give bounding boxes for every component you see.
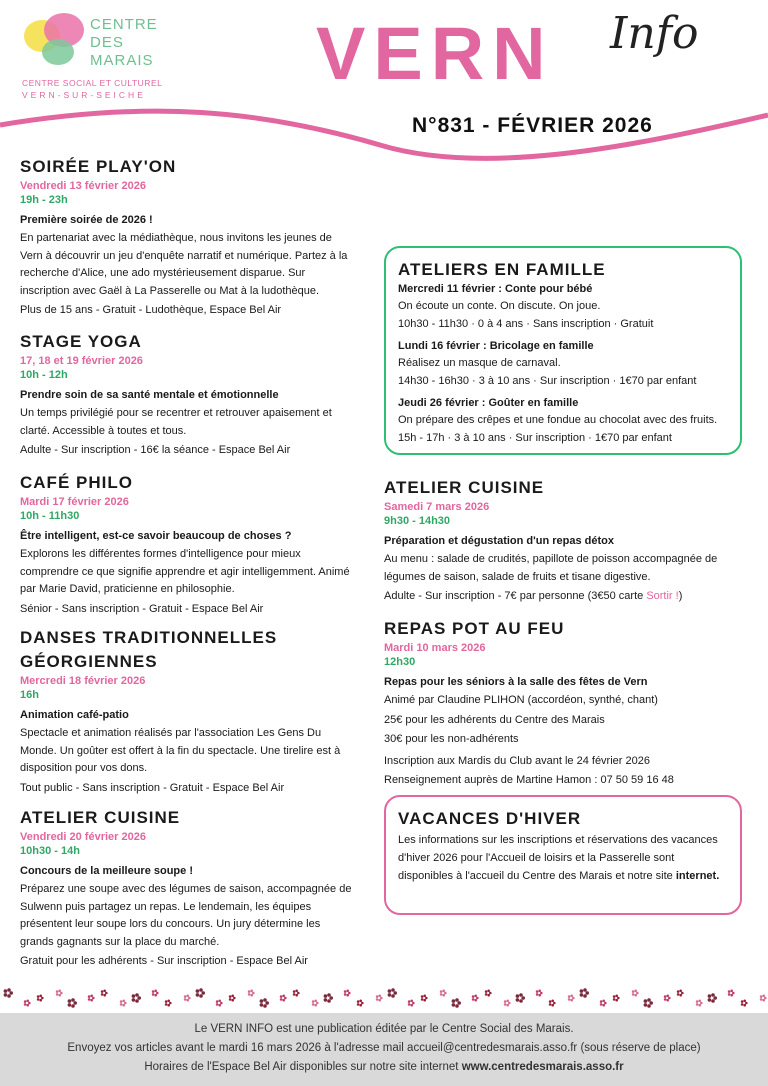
section-title: CAFÉ PHILO bbox=[20, 473, 133, 492]
event-lead: Concours de la meilleure soupe ! bbox=[20, 865, 193, 877]
section-danses bbox=[20, 626, 356, 797]
event-meta: Adulte - Sur inscription - 7€ par personne (3€50 carte Sortir !) bbox=[384, 590, 683, 602]
section-title: VACANCES D'HIVER bbox=[398, 809, 582, 828]
event-lead: Être intelligent, est-ce savoir beaucoup de choses ? bbox=[20, 530, 292, 542]
event-time: 16h bbox=[20, 689, 39, 701]
flower-icon bbox=[516, 993, 525, 1003]
event-date: 17, 18 et 19 février 2026 bbox=[20, 355, 143, 367]
flower-icon bbox=[472, 995, 479, 1002]
section-title: STAGE YOGA bbox=[20, 332, 142, 351]
section-title: ATELIER CUISINE bbox=[20, 808, 181, 827]
event-text: En partenariat avec la médiathèque, nous invitons les jeunes de Vern à découvrir un jeu d'enquête narratif et numérique. Partez à la recherche d'Alice, une ado mystérieusement disparue. Sur inscription avec Gaël à La Passerelle ou Mat à la ludothèque. bbox=[20, 232, 348, 297]
flower-icon bbox=[600, 1000, 607, 1007]
event-meta: Tout public - Sans inscription - Gratuit - Espace Bel Air bbox=[20, 781, 285, 794]
flower-icon bbox=[248, 990, 255, 997]
famille-item-title: Jeudi 26 février : Goûter en famille bbox=[398, 397, 579, 409]
event-lead: Prendre soin de sa santé mentale et émotionnelle bbox=[20, 389, 279, 401]
event-text: Explorons les différentes formes d'intelligence pour mieux comprendre ce que signifie apprendre et agir intelligemment. Animé par Marie David, praticienne en philosophie. bbox=[20, 548, 350, 595]
flower-icon bbox=[196, 988, 205, 998]
footer bbox=[0, 1013, 768, 1086]
flower-icon bbox=[440, 990, 447, 997]
logo-town: VERN-SUR-SEICHE bbox=[22, 90, 146, 100]
box-ateliers-famille bbox=[384, 246, 742, 455]
event-text: Au menu : salade de crudités, papillote de poisson accompagnée de légumes de saison, salade de fruits et tisane digestive. bbox=[384, 553, 718, 583]
event-meta: Sénior - Sans inscription - Gratuit - Espace Bel Air bbox=[20, 602, 264, 615]
famille-item-meta: 14h30 - 16h30 · 3 à 10 ans · Sur inscription · 1€70 par enfant bbox=[398, 375, 697, 387]
event-text: Spectacle et animation réalisés par l'association Les Gens Du Monde. Un goûter est offert à la fin du spectacle. Une tirelire est à disposition pour vos dons. bbox=[20, 727, 341, 774]
flower-icon bbox=[4, 988, 13, 998]
flower-icon bbox=[56, 990, 63, 997]
flower-icon bbox=[132, 993, 141, 1003]
event-date: Mardi 17 février 2026 bbox=[20, 496, 129, 508]
event-meta: Plus de 15 ans - Gratuit - Ludothèque, Espace Bel Air bbox=[20, 304, 282, 316]
section-title: SOIRÉE PLAY'ON bbox=[20, 157, 177, 176]
website-link[interactable]: www.centredesmarais.asso.fr bbox=[461, 1061, 624, 1073]
flower-icon bbox=[357, 1000, 364, 1007]
newsletter-title: VERN bbox=[316, 12, 554, 95]
section-stage-yoga bbox=[20, 330, 356, 459]
event-line: Inscription aux Mardis du Club avant le 24 février 2026 bbox=[384, 754, 650, 767]
flower-icon bbox=[324, 993, 333, 1003]
flower-border-decoration bbox=[0, 985, 768, 1013]
section-title: ATELIER CUISINE bbox=[384, 478, 545, 497]
event-meta: Adulte - Sur inscription - 16€ la séance - Espace Bel Air bbox=[20, 444, 291, 456]
logo-subtitle: CENTRE SOCIAL ET CULTUREL bbox=[22, 78, 163, 88]
sortir-card-link: Sortir ! bbox=[646, 590, 679, 602]
footer-line: Envoyez vos articles avant le mardi 16 mars 2026 à l'adresse mail accueil@centredesmarais.asso.fr (sous réserve de place) bbox=[67, 1042, 701, 1054]
flower-icon bbox=[184, 995, 191, 1002]
event-lead: Repas pour les séniors à la salle des fêtes de Vern bbox=[384, 676, 648, 688]
flower-icon bbox=[677, 990, 684, 997]
flower-icon bbox=[613, 995, 620, 1002]
flower-icon bbox=[728, 990, 735, 997]
event-time: 19h - 23h bbox=[20, 194, 68, 206]
flower-icon bbox=[260, 998, 269, 1008]
famille-item-meta: 15h - 17h · 3 à 10 ans · Sur inscription · 1€70 par enfant bbox=[398, 432, 672, 444]
flower-icon bbox=[24, 1000, 31, 1007]
event-meta: Gratuit pour les adhérents - Sur inscription - Espace Bel Air bbox=[20, 955, 308, 967]
event-lead: Animation café-patio bbox=[20, 709, 129, 721]
famille-item-title: Lundi 16 février : Bricolage en famille bbox=[398, 340, 594, 352]
flower-icon bbox=[536, 990, 543, 997]
event-time: 12h30 bbox=[384, 656, 416, 668]
flower-icon bbox=[376, 995, 383, 1002]
section-cafe-philo bbox=[20, 471, 356, 618]
flower-icon bbox=[344, 990, 351, 997]
event-time: 9h30 - 14h30 bbox=[384, 515, 451, 527]
event-date: Vendredi 13 février 2026 bbox=[20, 180, 146, 192]
famille-item-text: On prépare des crêpes et une fondue au chocolat avec des fruits. bbox=[398, 414, 718, 426]
flower-icon bbox=[101, 990, 108, 997]
event-lead: Préparation et dégustation d'un repas détox bbox=[384, 535, 614, 547]
famille-item-meta: 10h30 - 11h30 · 0 à 4 ans · Sans inscription · Gratuit bbox=[398, 318, 654, 330]
flower-icon bbox=[760, 995, 767, 1002]
event-date: Mercredi 18 février 2026 bbox=[20, 675, 146, 687]
newsletter-title-script: Info bbox=[610, 8, 699, 59]
flower-icon bbox=[452, 998, 461, 1008]
event-line: Animé par Claudine PLIHON (accordéon, synthé, chant) bbox=[384, 694, 658, 706]
section-soiree-playon bbox=[20, 155, 356, 319]
logo-name: CENTRE DES MARAIS bbox=[90, 16, 158, 69]
flower-icon bbox=[568, 995, 575, 1002]
event-time: 10h - 11h30 bbox=[20, 510, 80, 522]
flower-icon bbox=[580, 988, 589, 998]
flower-icon bbox=[388, 988, 397, 998]
flower-icon bbox=[696, 1000, 703, 1007]
section-atelier-cuisine-soupe bbox=[20, 806, 356, 970]
flower-icon bbox=[280, 995, 287, 1002]
flower-icon bbox=[632, 990, 639, 997]
event-date: Mardi 10 mars 2026 bbox=[384, 642, 486, 654]
section-atelier-cuisine-detox bbox=[384, 476, 740, 605]
flower-icon bbox=[165, 1000, 172, 1007]
vacances-text: Les informations sur les inscriptions et réservations des vacances d'hiver 2026 pour l'Accueil de loisirs et la Passerelle sont disponibles à l'accueil du Centre des Marais et notre site internet. bbox=[398, 834, 720, 882]
flower-icon bbox=[293, 990, 300, 997]
famille-item-title: Mercredi 11 février : Conte pour bébé bbox=[398, 283, 593, 295]
footer-line: Horaires de l'Espace Bel Air disponibles sur notre site internet www.centredesmarais.asso.fr bbox=[144, 1061, 624, 1073]
section-title: ATELIERS EN FAMILLE bbox=[398, 260, 606, 279]
flower-icon bbox=[708, 993, 717, 1003]
flower-icon bbox=[664, 995, 671, 1002]
issue-number: N°831 - FÉVRIER 2026 bbox=[412, 114, 653, 137]
flower-icon bbox=[312, 1000, 319, 1007]
event-text: Préparez une soupe avec des légumes de saison, accompagnée de Sulwenn puis partagez un repas. Le lendemain, les équipes présentent leur soupe lors du concours. Un jury détermine les grands gagnants sur la place du marché. bbox=[20, 883, 352, 948]
event-line: 30€ pour les non-adhérents bbox=[384, 733, 519, 745]
flower-icon bbox=[68, 998, 77, 1008]
event-text: Un temps privilégié pour se recentrer et retrouver apaisement et clarté. Accessible à toutes et tous. bbox=[20, 407, 332, 437]
flower-icon bbox=[229, 995, 236, 1002]
flower-icon bbox=[152, 990, 159, 997]
event-time: 10h30 - 14h bbox=[20, 845, 80, 857]
section-repas-pot-au-feu bbox=[384, 617, 740, 792]
flower-icon bbox=[421, 995, 428, 1002]
flower-icon bbox=[485, 990, 492, 997]
event-line: Renseignement auprès de Martine Hamon : 07 50 59 16 48 bbox=[384, 774, 674, 786]
flower-icon bbox=[644, 998, 653, 1008]
flower-icon bbox=[88, 995, 95, 1002]
event-date: Vendredi 20 février 2026 bbox=[20, 831, 146, 843]
flower-icon bbox=[741, 1000, 748, 1007]
flower-icon bbox=[549, 1000, 556, 1007]
famille-item-text: Réalisez un masque de carnaval. bbox=[398, 357, 561, 369]
box-vacances-hiver bbox=[384, 795, 742, 915]
event-time: 10h - 12h bbox=[20, 369, 68, 381]
footer-line: Le VERN INFO est une publication éditée par le Centre Social des Marais. bbox=[194, 1023, 574, 1035]
event-date: Samedi 7 mars 2026 bbox=[384, 501, 490, 513]
flower-icon bbox=[216, 1000, 223, 1007]
logo-blobs-icon bbox=[22, 10, 92, 70]
section-title: DANSES TRADITIONNELLES GÉORGIENNES bbox=[20, 628, 278, 671]
section-title: REPAS POT AU FEU bbox=[384, 619, 565, 638]
flower-icon bbox=[120, 1000, 127, 1007]
event-lead: Première soirée de 2026 ! bbox=[20, 214, 153, 226]
famille-item-text: On écoute un conte. On discute. On joue. bbox=[398, 300, 601, 312]
flower-icon bbox=[408, 1000, 415, 1007]
flower-icon bbox=[37, 995, 44, 1002]
flower-icon bbox=[504, 1000, 511, 1007]
event-line: 25€ pour les adhérents du Centre des Marais bbox=[384, 713, 605, 726]
